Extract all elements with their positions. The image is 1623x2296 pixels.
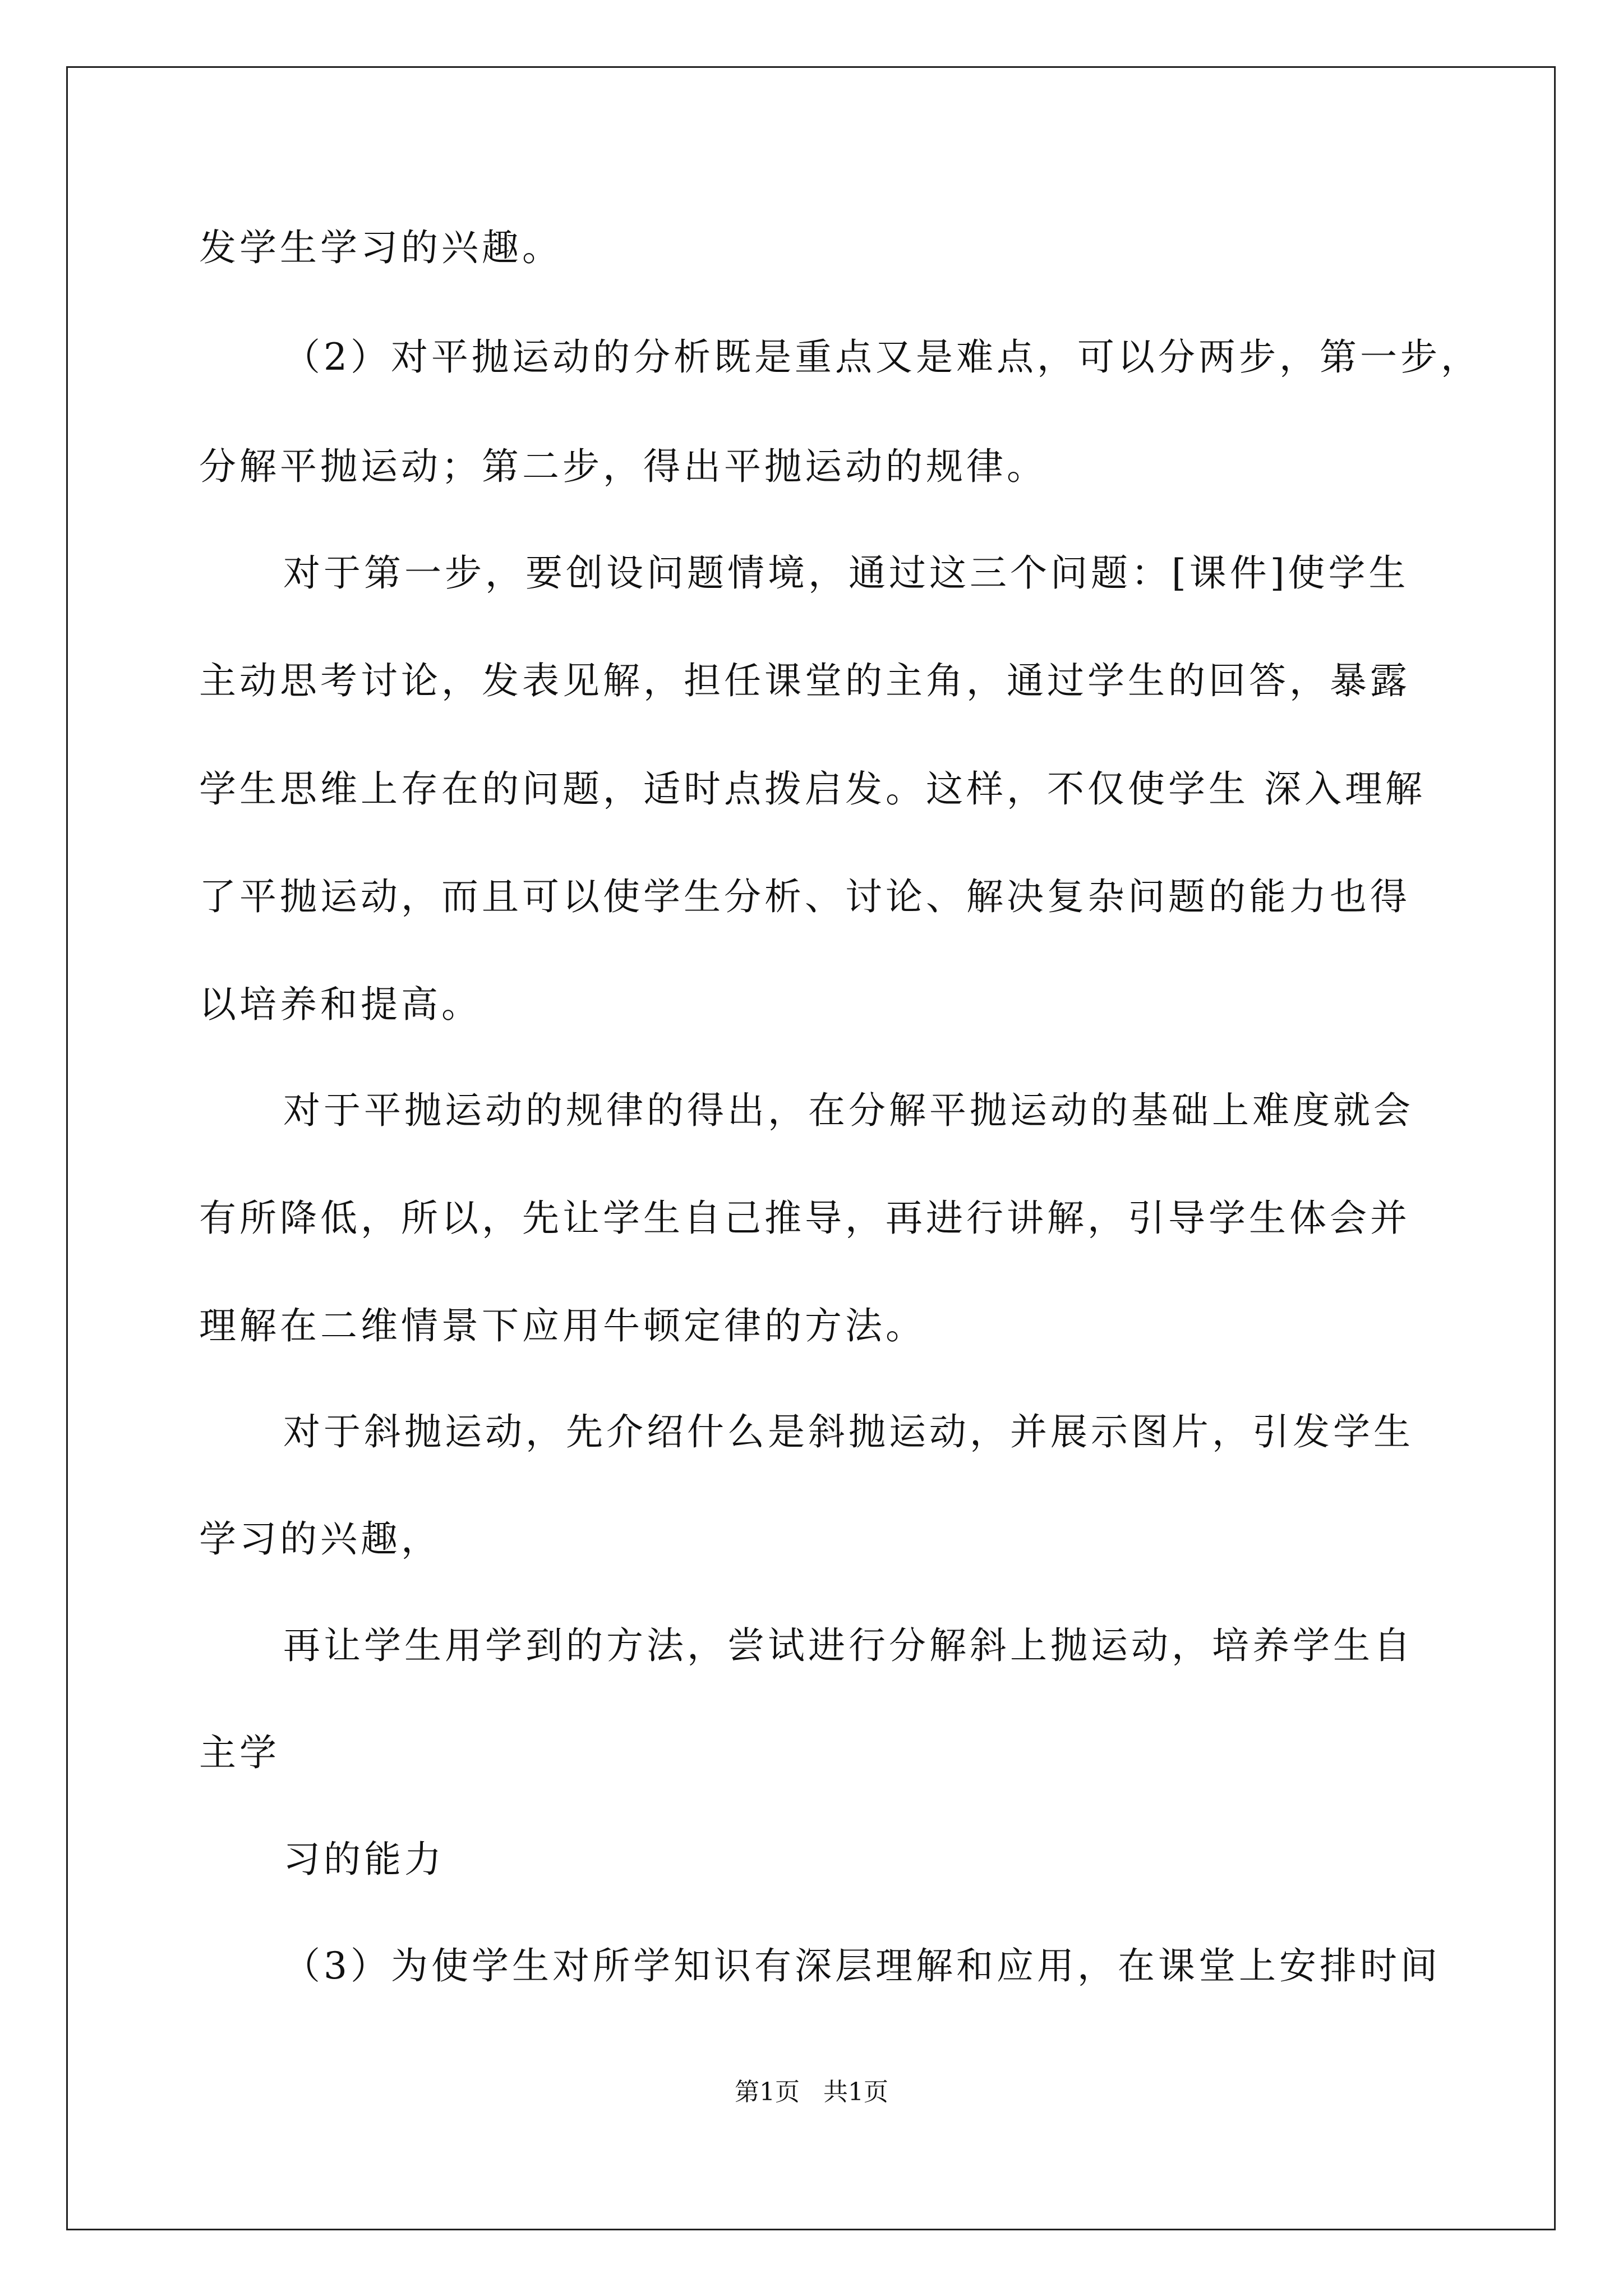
text-line-5: 主动思考讨论，发表见解，担任课堂的主角，通过学生的回答，暴露 [199, 659, 1410, 702]
text-line-1: 发学生学习的兴趣。 [199, 226, 562, 269]
text-line-10: 有所降低，所以，先让学生自己推导，再进行讲解，引导学生体会并 [199, 1197, 1410, 1240]
page-total: 共1页 [823, 2078, 888, 2106]
text-line-7: 了平抛运动，而且可以使学生分析、讨论、解决复杂问题的能力也得 [199, 875, 1410, 918]
text-line-11: 理解在二维情景下应用牛顿定律的方法。 [199, 1304, 926, 1347]
text-line-6: 学生思维上存在的问题，适时点拨启发。这样，不仅使学生 深入理解 [199, 767, 1426, 811]
text-line-8: 以培养和提高。 [199, 983, 482, 1026]
text-line-4: 对于第一步，要创设问题情境，通过这三个问题：[课件]使学生 [283, 551, 1409, 595]
page-number: 第1页 [735, 2078, 800, 2106]
text-line-15: 主学 [199, 1731, 280, 1774]
text-line-14: 再让学生用学到的方法，尝试进行分解斜上抛运动，培养学生自 [283, 1624, 1414, 1667]
text-line-2: （2）对平抛运动的分析既是重点又是难点，可以分两步，第一步， [283, 335, 1481, 379]
text-line-9: 对于平抛运动的规律的得出，在分解平抛运动的基础上难度就会 [283, 1089, 1414, 1132]
text-line-12: 对于斜抛运动，先介绍什么是斜抛运动，并展示图片，引发学生 [283, 1410, 1414, 1453]
page-border [66, 66, 1556, 2230]
page-footer [0, 2076, 1623, 2109]
text-line-17: （3）为使学生对所学知识有深层理解和应用，在课堂上安排时间 [283, 1944, 1441, 1987]
text-line-3: 分解平抛运动；第二步，得出平抛运动的规律。 [199, 445, 1047, 488]
text-line-13: 学习的兴趣， [199, 1517, 441, 1561]
text-line-16: 习的能力 [283, 1838, 445, 1881]
